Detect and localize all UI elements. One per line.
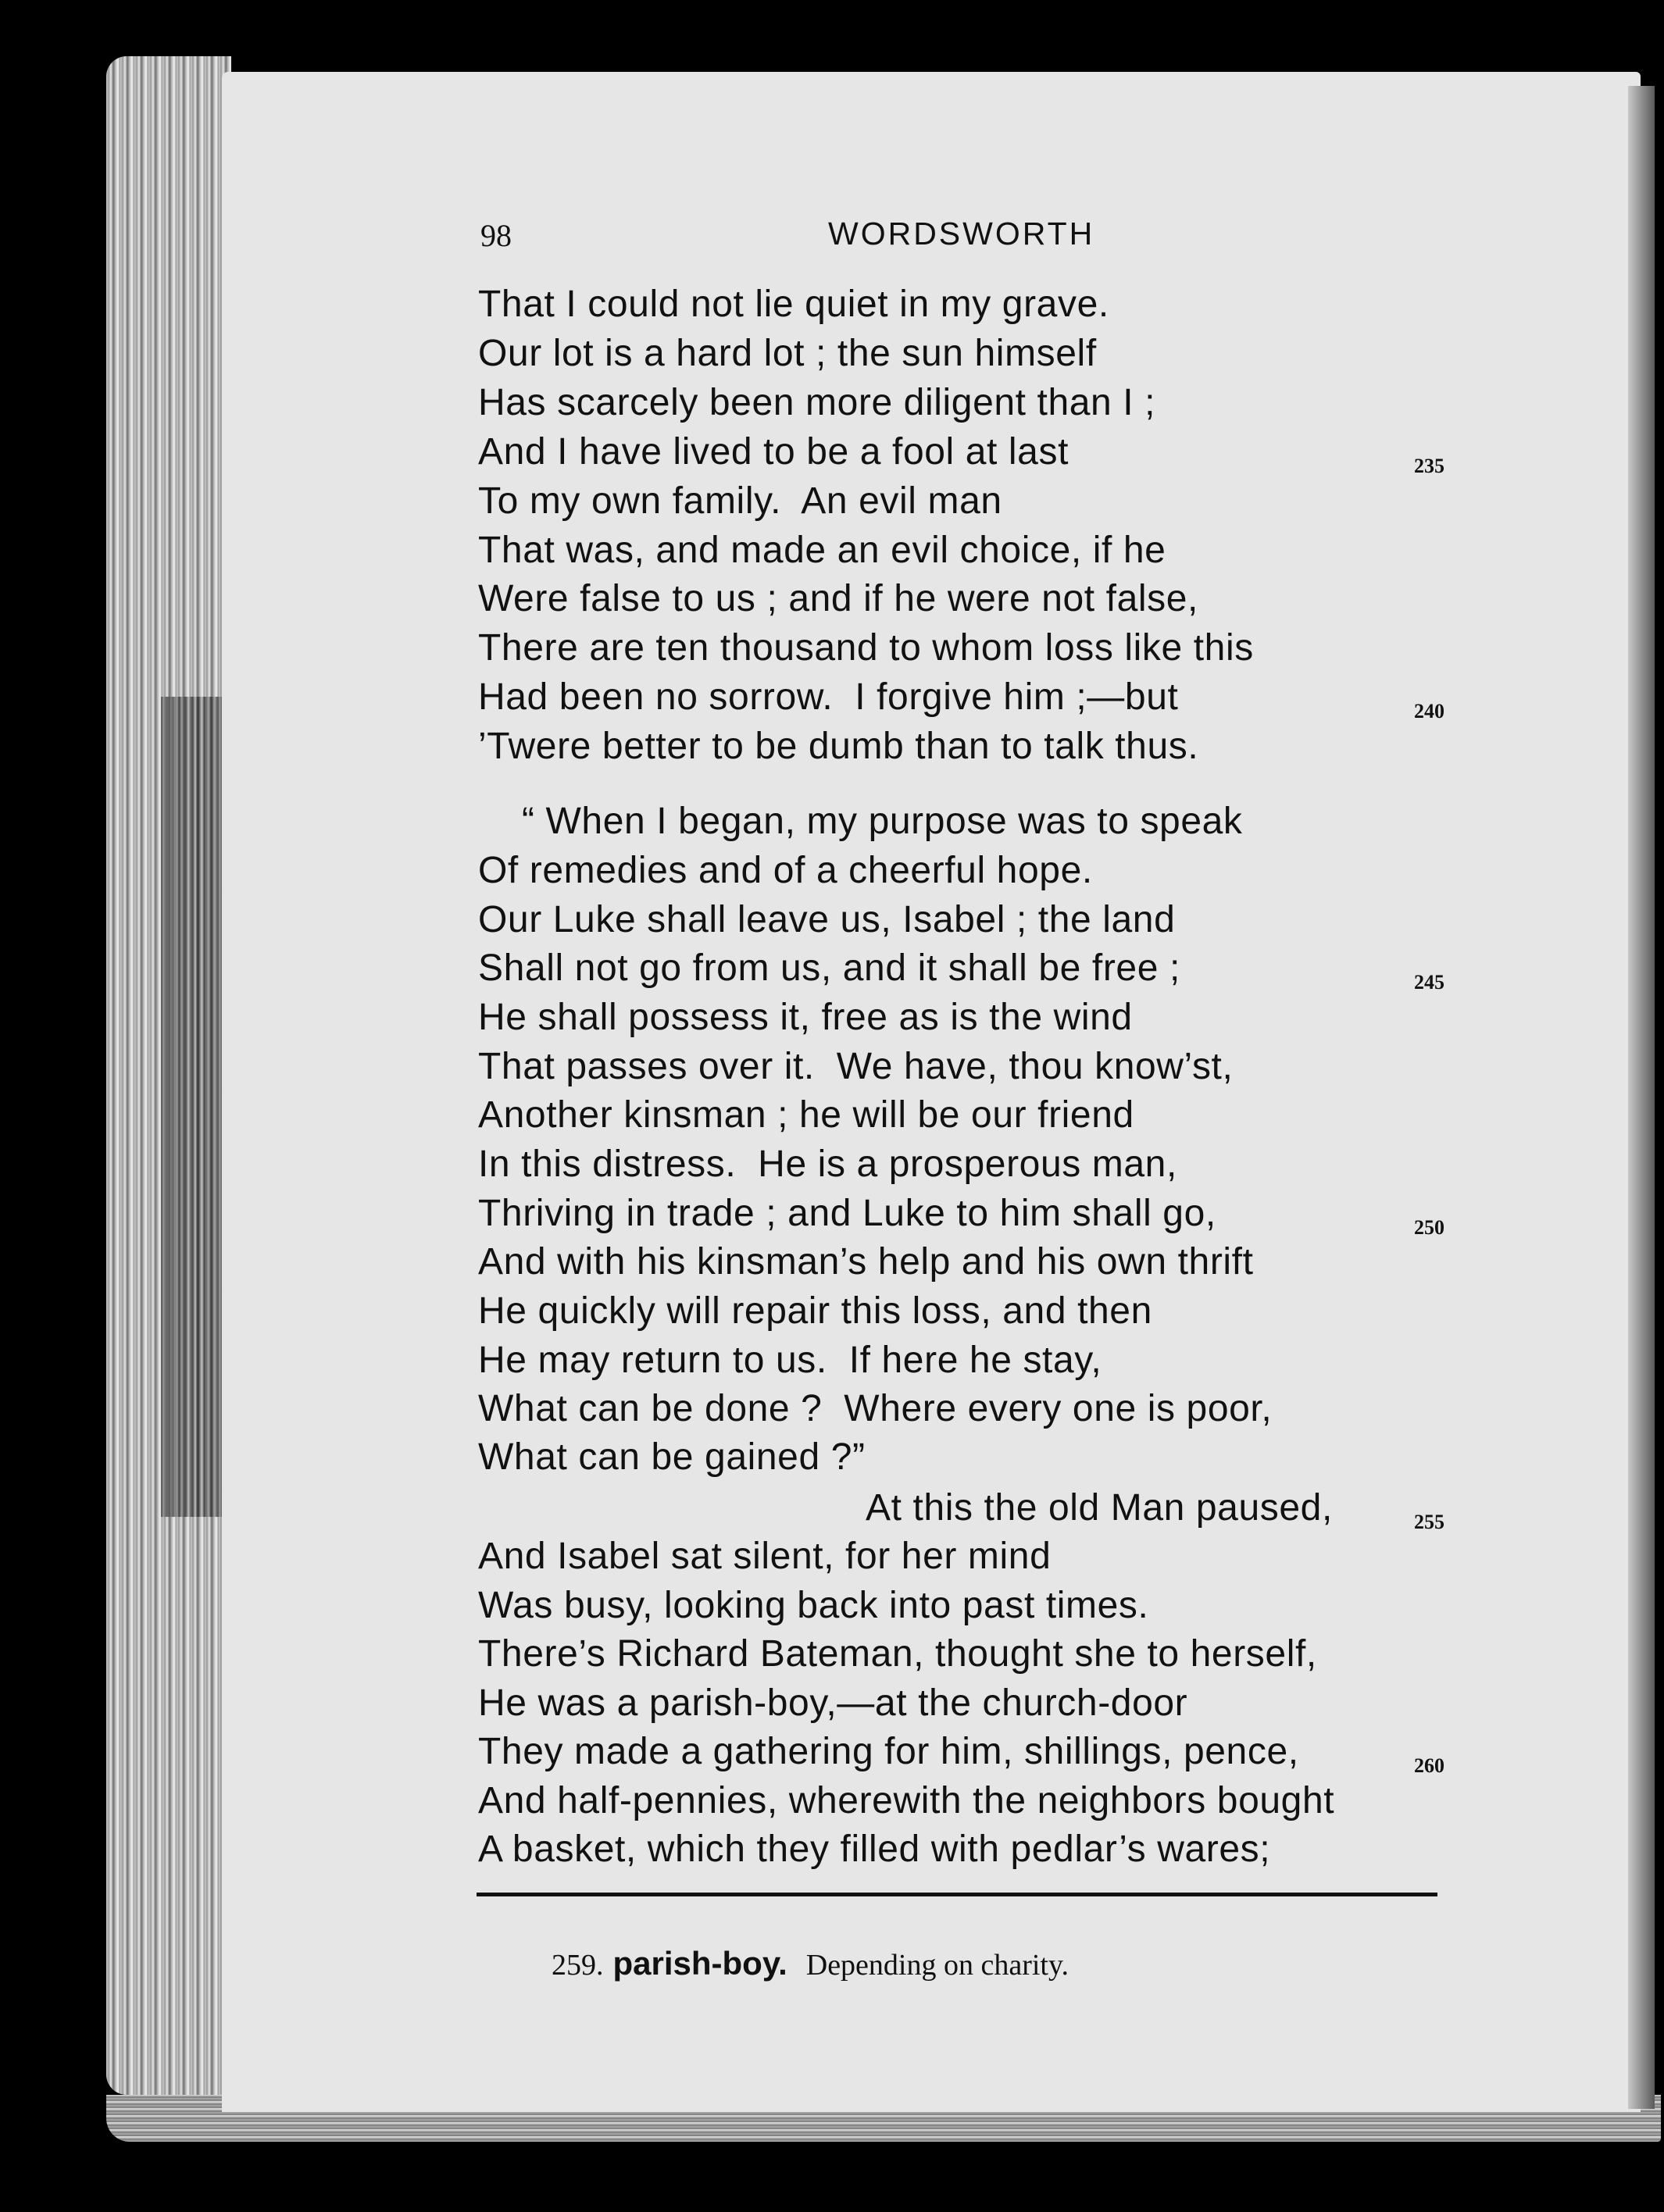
poem-line: And Isabel sat silent, for her mind [478, 1536, 1052, 1577]
poem-line: He quickly will repair this loss, and then [478, 1290, 1152, 1332]
poem-line: Was busy, looking back into past times. [478, 1585, 1149, 1626]
poem-line: And I have lived to be a fool at last [478, 431, 1069, 473]
line-number: 260 [1414, 1754, 1444, 1777]
line-number: 250 [1414, 1216, 1444, 1239]
running-head: WORDSWORTH [828, 216, 1095, 252]
footnote-number: 259. [552, 1949, 604, 1982]
poem-line: He was a parish-boy,—at the church-door [478, 1682, 1188, 1724]
poem-line: In this distress. He is a prosperous man, [478, 1143, 1177, 1185]
poem-line: That I could not lie quiet in my grave. [478, 284, 1109, 325]
line-number: 235 [1414, 455, 1444, 477]
poem-line: That passes over it. We have, thou know’st, [478, 1046, 1234, 1087]
page-number: 98 [480, 218, 512, 253]
poem-line: Our Luke shall leave us, Isabel ; the land [478, 899, 1176, 940]
poem-line: Has scarcely been more diligent than I ; [478, 382, 1156, 423]
poem-line: A basket, which they filled with pedlar’s wares; [478, 1828, 1271, 1870]
line-number: 245 [1414, 971, 1444, 994]
poem-line: And half-pennies, wherewith the neighbors bought [478, 1780, 1335, 1821]
footnote-rule [477, 1893, 1437, 1896]
poem-line: Our lot is a hard lot ; the sun himself [478, 333, 1097, 374]
poem-line: ’Twere better to be dumb than to talk thus. [478, 726, 1199, 767]
poem-line: And with his kinsman’s help and his own thrift [478, 1241, 1254, 1283]
poem-line: At this the old Man paused, [866, 1487, 1333, 1529]
poem-line: He may return to us. If here he stay, [478, 1340, 1102, 1381]
poem-line: Another kinsman ; he will be our friend [478, 1094, 1134, 1136]
poem-line: To my own family. An evil man [478, 480, 1002, 522]
line-number: 240 [1414, 700, 1444, 722]
poem-line: They made a gathering for him, shillings, pence, [478, 1731, 1299, 1772]
poem-line: Of remedies and of a cheerful hope. [478, 850, 1093, 891]
poem-line: Were false to us ; and if he were not false, [478, 578, 1198, 619]
poem-line: There’s Richard Bateman, thought she to herself, [478, 1633, 1317, 1675]
poem-line: Thriving in trade ; and Luke to him shall go, [478, 1193, 1216, 1234]
poem-line: There are ten thousand to whom loss like this [478, 627, 1254, 669]
footnote-gloss: Depending on charity. [805, 1949, 1069, 1982]
line-number: 255 [1414, 1511, 1444, 1533]
poem-line: Had been no sorrow. I forgive him ;—but [478, 676, 1179, 718]
poem-line: “ When I began, my purpose was to speak [522, 801, 1243, 842]
poem-line: He shall possess it, free as is the wind [478, 997, 1133, 1038]
poem-line: That was, and made an evil choice, if he [478, 530, 1166, 571]
poem-line: Shall not go from us, and it shall be free ; [478, 947, 1180, 989]
footnote-term: parish-boy. [612, 1945, 787, 1982]
poem-line: What can be done ? Where every one is poor, [478, 1388, 1273, 1429]
poem-line: What can be gained ?” [478, 1436, 866, 1478]
footnote [522, 1911, 1069, 2017]
